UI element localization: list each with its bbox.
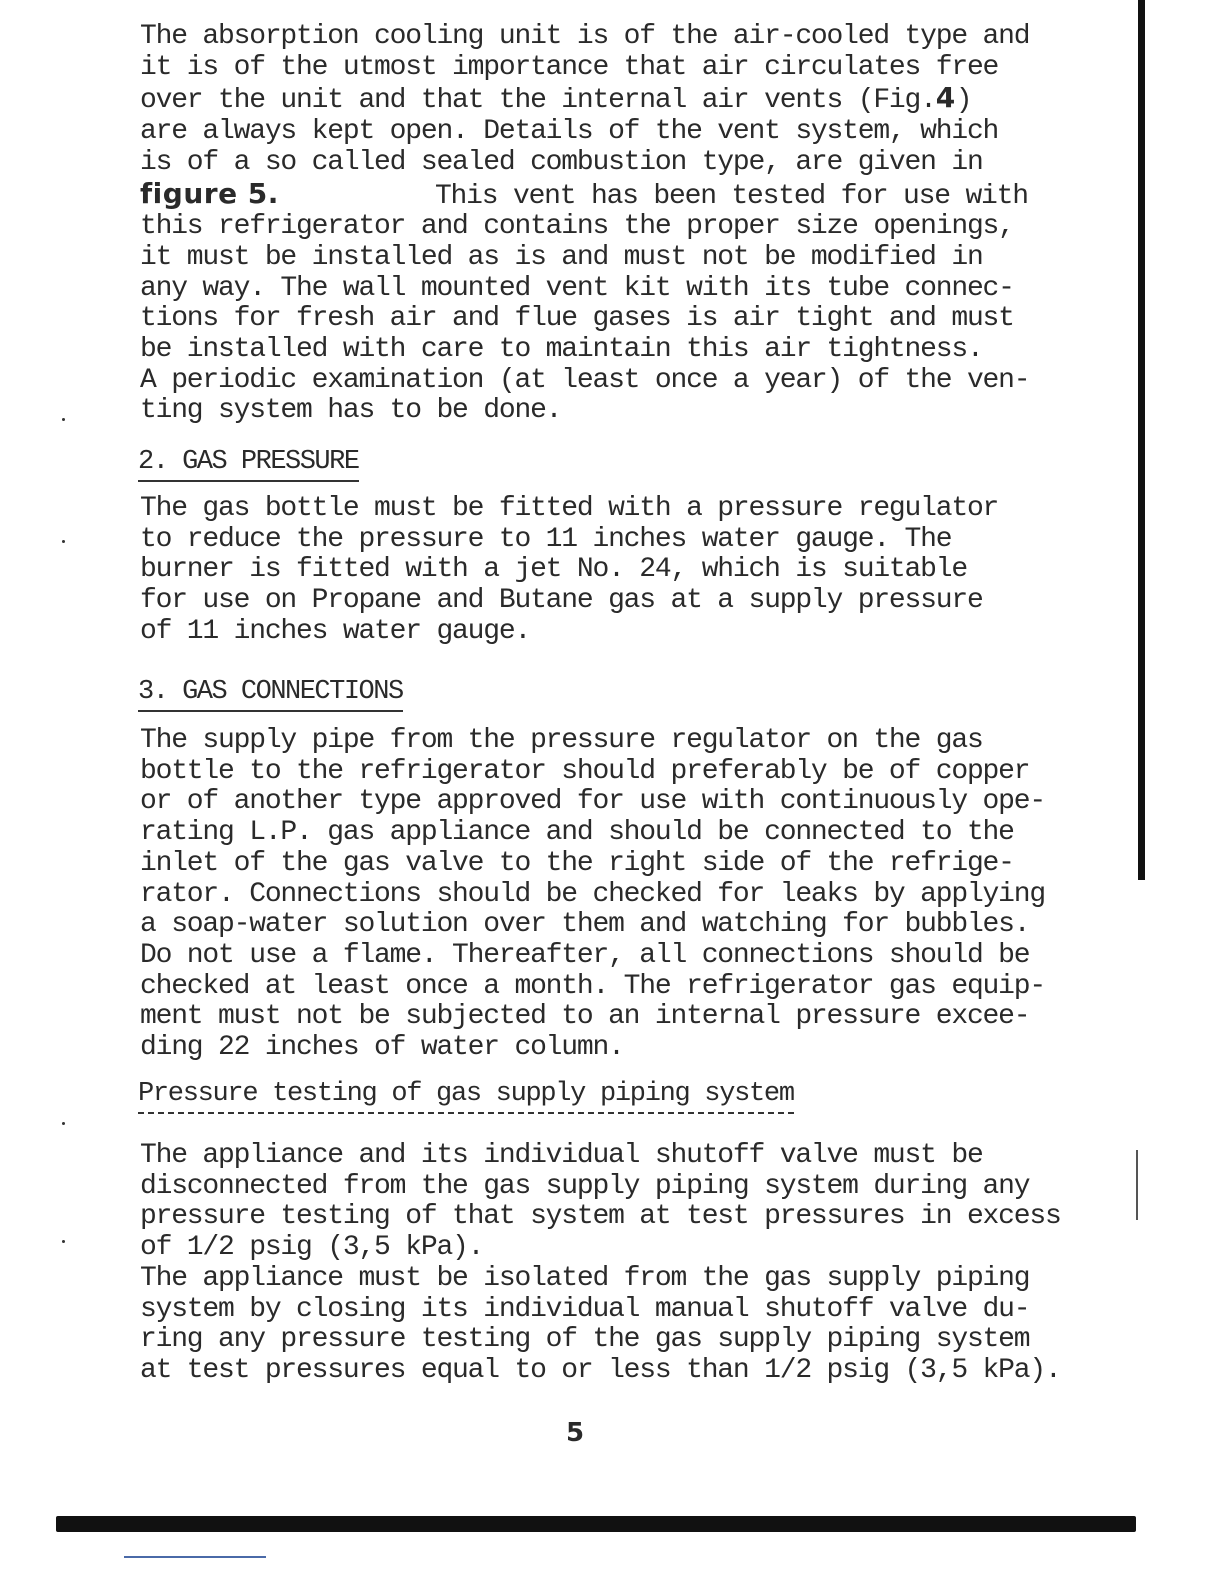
gas-connections-body: The supply pipe from the pressure regulator on the gas bottle to the refrigerator should preferably be of copper or of another type approved for use with continuously ope- rating L.P. gas appliance and should be connected to the inlet of the gas valve to the right side of the refrige- rator. Connections should be checked for leaks by applying a soap-water solution over them and watching for bubbles. Do not use a flame. Thereafter, all connections should be checked at least once a month. The refrigerator gas equip- ment must not be subjected to an internal pressure excee- ding 22 inches of water column.: [140, 725, 1045, 1064]
intro-line-1: The absorption cooling unit is of the air-cooled type and: [140, 21, 1030, 52]
intro-line-4: are always kept open. Details of the vent system, which: [140, 116, 999, 148]
margin-dot: [62, 1122, 65, 1125]
margin-dot: [62, 540, 65, 543]
intro-line-3: over the unit and that the internal air vents (Fig.4): [140, 81, 972, 117]
intro-line-5: is of a so called sealed combustion type, are given in: [140, 146, 983, 178]
gas-pressure-heading: 2. GAS PRESSURE: [138, 446, 359, 482]
intro-rest: this refrigerator and contains the proper size openings, it must be installed as is and must not be modified in any way. The wall mounted vent kit with its tube connec- tions for fresh air and flue gases is air tight and must be installed with care to maintain this air tightness. A periodic examination (at least once a year) of the ven- ting system has to be done.: [140, 211, 1030, 427]
gas-connections-heading: 3. GAS CONNECTIONS: [138, 676, 403, 712]
margin-dot: [62, 418, 65, 421]
intro-paragraph: [140, 22, 1029, 427]
margin-dot: [62, 1240, 65, 1243]
pressure-testing-heading: Pressure testing of gas supply piping system: [138, 1078, 794, 1114]
gas-pressure-body: The gas bottle must be fitted with a pressure regulator to reduce the pressure to 11 inches water gauge. The burner is fitted with a jet No. 24, which is suitable for use on Propane and Butane gas at a supply pressure of 11 inches water gauge.: [140, 493, 999, 647]
scan-edge-bottom: [56, 1516, 1136, 1532]
intro-line-2: it is of the utmost importance that air circulates free: [140, 51, 999, 83]
scan-edge-right: [1138, 0, 1145, 880]
page-number: 5: [566, 1418, 586, 1448]
intro-line-6: figure 5. This vent has been tested for use with: [140, 176, 1028, 212]
scan-corner-line: [124, 1556, 266, 1558]
figure-5-reference: figure 5.: [140, 176, 279, 210]
pressure-testing-body: The appliance and its individual shutoff valve must be disconnected from the gas supply piping system during any pressure testing of that system at test pressures in excess of 1/2 psig (3,5 kPa). The appliance must be isolated from the gas supply piping system by closing its individual manual shutoff valve du- ring any pressure testing of the gas supply piping system at test pressures equal to or less than 1/2 psig (3,5 kPa).: [140, 1140, 1061, 1386]
scan-edge-right-thin: [1136, 1150, 1138, 1220]
fig-4-reference: 4: [935, 81, 956, 115]
